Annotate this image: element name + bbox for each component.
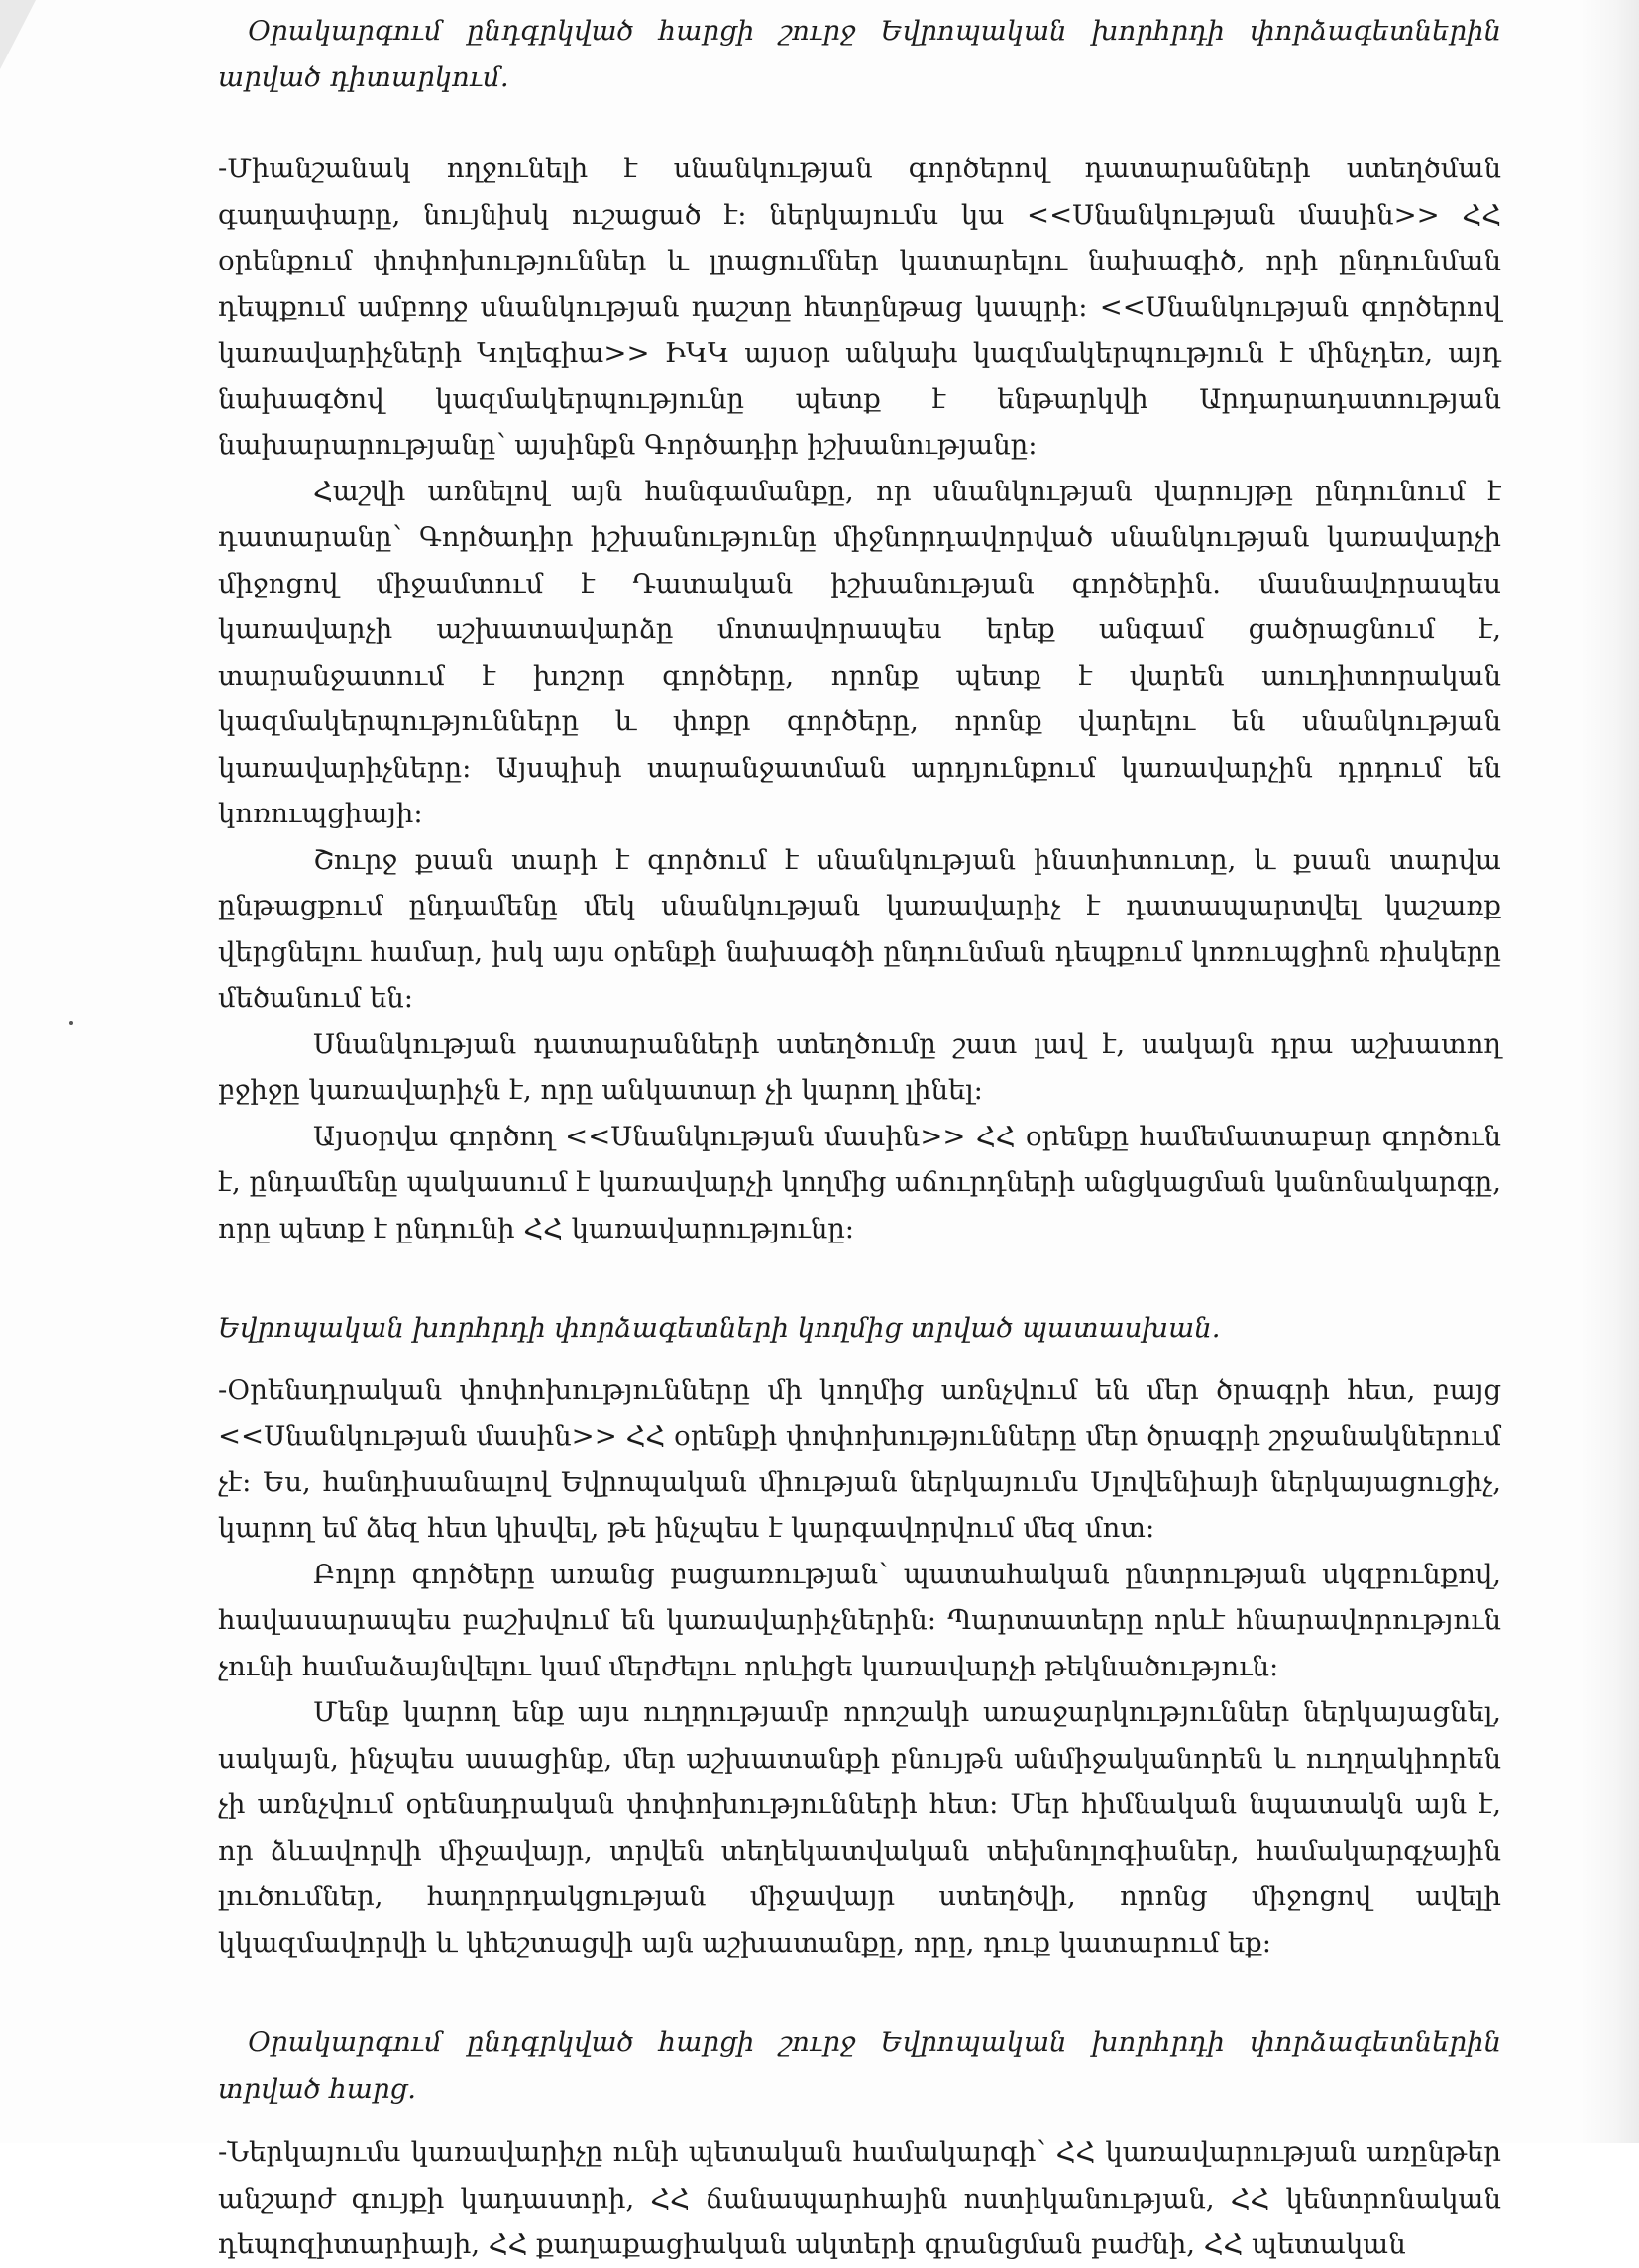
paragraph: -Օրենսդրական փոփոխությունները մի կողմից առնչվում են մեր ծրագրի հետ, բայց <<Սնանկության մասին>> ՀՀ օրենքի փոփոխությունները մեր ծրագրի շրջանակներում չէ: Ես, հանդիսանալով Եվրոպական միության ներկայումս Սլովենիայի ներկայացուցիչ, կարող եմ ձեզ հետ կիսվել, թե ինչպես է կարգավորվում մեզ մոտ: (218, 1373, 1501, 1544)
scan-speck (69, 1021, 73, 1025)
paragraph: -Ներկայումս կառավարիչը ունի պետական համակարգի՝ ՀՀ կառավարության առընթեր անշարժ գույքի կադաստրի, ՀՀ ճանապարհային ոստիկանության, ՀՀ կենտրոնական դեպոզիտարիայի, ՀՀ քաղաքացիական ակտերի գրանցման բաժնի, ՀՀ պետական (218, 2136, 1501, 2260)
paragraph: Շուրջ քսան տարի է գործում է սնանկության ինստիտուտը, և քսան տարվա ընթացքում ընդամենը մեկ սնանկության կառավարիչ է դատապարտվել կաշառք վերցնելու համար, իսկ այս օրենքի նախագծի ընդունման դեպքում կոռուպցիոն ռիսկերը մեծանում են: (218, 843, 1501, 1014)
section-heading-observation: Օրակարգում ընդգրկված հարցի շուրջ Եվրոպական խորհրդի փորձագետներին արված դիտարկում. (218, 15, 1501, 93)
page-corner-fold (0, 0, 36, 69)
paragraph: Մենք կարող ենք այս ուղղությամբ որոշակի առաջարկություններ ներկայացնել, սակայն, ինչպես ասացինք, մեր աշխատանքի բնույթն անմիջականորեն և ուղղակիորեն չի առնչվում օրենսդրական փոփոխությունների հետ: Մեր հիմնական նպատակն այն է, որ ձևավորվի միջավայր, տրվեն տեղեկատվական տեխնոլոգիաներ, համակարգչային լուծումներ, հաղորդակցության միջավայր ստեղծվի, որոնց միջոցով ավելի կկազմավորվի և կհեշտացվի այն աշխատանքը, որը, դուք կատարում եք: (218, 1696, 1501, 1959)
paragraph: Սնանկության դատարանների ստեղծումը շատ լավ է, սակայն դրա աշխատող բջիջը կառավարիչն է, որը անկատար չի կարող լինել: (218, 1027, 1501, 1106)
paragraph: Հաշվի առնելով այն հանգամանքը, որ սնանկության վարույթը ընդունում է դատարանը՝ Գործադիր իշխանությունը միջնորդավորված սնանկության կառավարչի միջոցով միջամտում է Դատական իշխանության գործերին. մասնավորապես կառավարչի աշխատավարձը մոտավորապես երեք անգամ ցածրացնում է, տարանջատում է խոշոր գործերը, որոնք պետք է վարեն աուդիտորական կազմակերպությունները և փոքր գործերը, որոնք վարելու են սնանկության կառավարիչները: Այսպիսի տարանջատման արդյունքում կառավարչին դրդում են կոռուպցիայի: (218, 475, 1501, 829)
scan-shadow-edge (1580, 0, 1639, 2143)
paragraph: Բոլոր գործերը առանց բացառության՝ պատահական ընտրության սկզբունքով, հավասարապես բաշխվում են կառավարիչներին: Պարտատերը որևէ հնարավորություն չունի համաձայնվելու կամ մերժելու որևիցե կառավարչի թեկնածություն: (218, 1558, 1501, 1682)
document-body (218, 8, 1501, 2268)
paragraph: -Միանշանակ ողջունելի է սնանկության գործերով դատարանների ստեղծման գաղափարը, նույնիսկ ուշացած է: ներկայումս կա <<Սնանկության մասին>> ՀՀ օրենքում փոփոխություններ և լրացումներ կատարելու նախագիծ, որի ընդունման դեպքում ամբողջ սնանկության դաշտը հետընթաց կապրի: <<Սնանկության գործերով կառավարիչների Կոլեգիա>> ԻԿԿ այսօր անկախ կազմակերպություն է մինչդեռ, այդ նախագծով կազմակերպությունը պետք է ենթարկվի Արդարադատության նախարարությանը՝ այսինքն Գործադիր իշխանությանը: (218, 153, 1501, 461)
section-heading-response: Եվրոպական խորհրդի փորձագետների կողմից տրված պատասխան. (218, 1312, 1221, 1344)
section-heading-question: Օրակարգում ընդգրկված հարցի շուրջ Եվրոպական խորհրդի փորձագետներին տրված հարց. (218, 2026, 1501, 2105)
paragraph: Այսօրվա գործող <<Սնանկության մասին>> ՀՀ օրենքը համեմատաբար գործուն է, ընդամենը պակասում է կառավարչի կողմից աճուրդների անցկացման կանոնակարգը, որը պետք է ընդունի ՀՀ կառավարությունը: (218, 1120, 1501, 1244)
